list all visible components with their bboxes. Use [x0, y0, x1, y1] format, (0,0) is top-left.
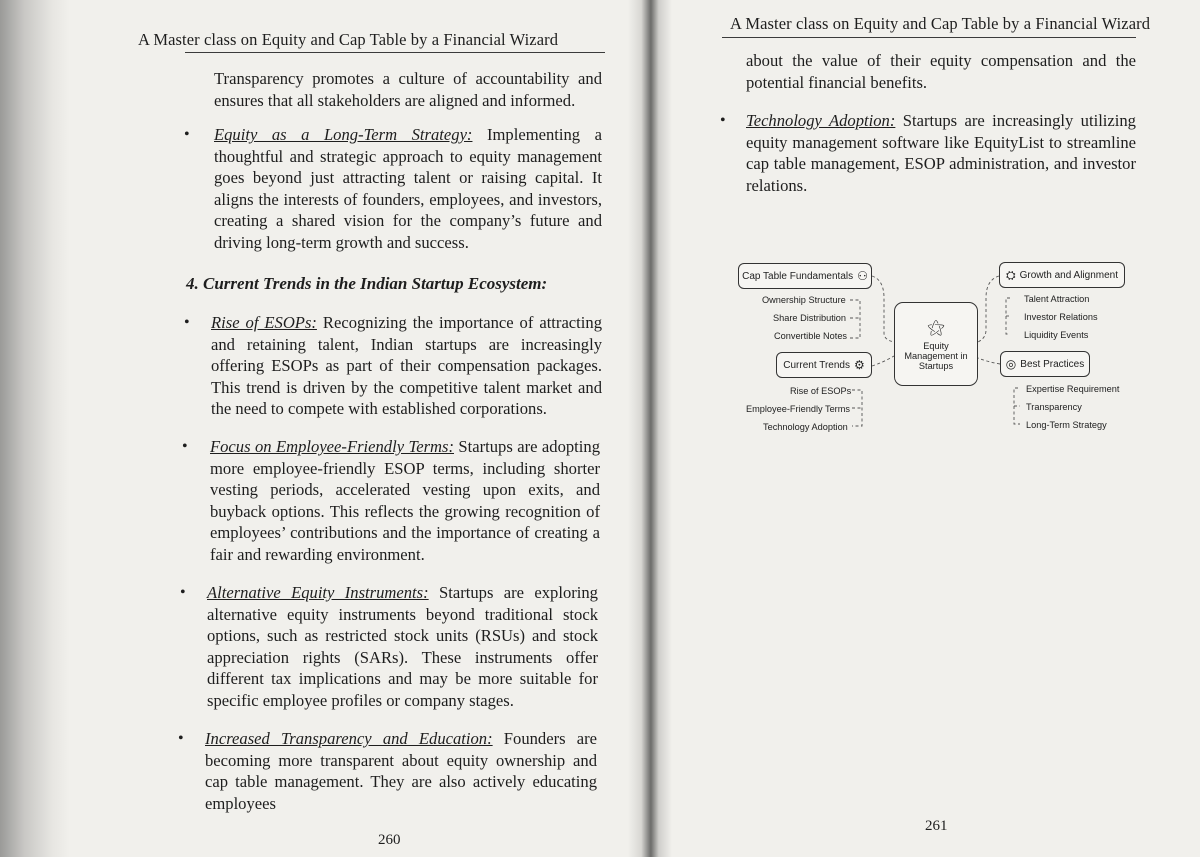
intro-paragraph	[214, 68, 602, 111]
connector-cap-to-center	[872, 276, 894, 342]
trend-icon: ⚙	[853, 358, 865, 372]
cap-table-fundamentals-box	[738, 263, 872, 289]
bullet-long-term-strategy	[214, 124, 602, 254]
growth-alignment-box	[999, 262, 1125, 288]
bullet-dot: •	[184, 126, 190, 143]
cap-item-ownership: Ownership Structure	[762, 295, 846, 305]
connector-trends-to-center	[872, 356, 894, 366]
right-page-number: 261	[925, 818, 948, 834]
best-practices-title: Best Practices	[1020, 358, 1085, 370]
center-node	[894, 302, 978, 386]
bullet-term: Increased Transparency and Education:	[205, 729, 493, 748]
bullet-dot: •	[720, 112, 726, 129]
bullet-text: Implementing a thoughtful and strategic approach to equity management goes beyond just attracting talent or raising capital. It aligns the interests of founders, employees, and investors, creating a shared vision for the company’s future and driving long-term growth and success.	[214, 125, 602, 252]
right-header-rule	[722, 37, 1136, 38]
book-gutter	[628, 0, 672, 857]
continued-paragraph	[746, 50, 1136, 93]
growth-item-liquidity: Liquidity Events	[1024, 330, 1089, 340]
trend-item-employee: Employee-Friendly Terms	[746, 404, 850, 414]
target-icon: ◎	[1005, 357, 1017, 371]
cap-table-title: Cap Table Fundamentals	[742, 270, 854, 282]
growth-item-talent: Talent Attraction	[1024, 294, 1090, 304]
bullet-transparency-education	[205, 728, 597, 814]
bullet-alternative-equity	[207, 582, 598, 712]
bullet-rise-of-esops	[211, 312, 602, 420]
best-item-transparency: Transparency	[1026, 402, 1082, 412]
page-edge-shadow	[0, 0, 70, 857]
trend-item-technology: Technology Adoption	[763, 422, 848, 432]
bullet-dot: •	[180, 584, 186, 601]
connector-best-to-center	[978, 358, 1000, 364]
people-icon: ⚇	[857, 269, 868, 283]
equity-icon: ⚝	[927, 317, 945, 337]
best-item-expertise: Expertise Requirement	[1026, 384, 1120, 394]
connector-cap-items	[848, 300, 860, 338]
bullet-term: Rise of ESOPs:	[211, 313, 317, 332]
best-practices-box	[1000, 351, 1090, 377]
growth-item-investor: Investor Relations	[1024, 312, 1098, 322]
bullet-text: Startups are adopting more employee-friendly ESOP terms, including shorter vesting periods, accelerated vesting upon exits, and buyback options. This reflects the growing recognition of employees’ contributions and the importance of creating a fair and rewarding environment.	[210, 437, 600, 564]
bullet-dot: •	[182, 438, 188, 455]
bullet-term: Technology Adoption:	[746, 111, 896, 130]
bullet-dot: •	[178, 730, 184, 747]
bullet-term: Alternative Equity Instruments:	[207, 583, 429, 602]
growth-title: Growth and Alignment	[1019, 269, 1118, 281]
cap-item-share: Share Distribution	[773, 313, 847, 323]
current-trends-box	[776, 352, 872, 378]
left-page-number: 260	[378, 832, 401, 848]
connector-growth-to-center	[978, 276, 999, 342]
bullet-term: Focus on Employee-Friendly Terms:	[210, 437, 454, 456]
continued-text: about the value of their equity compensation and the potential financial benefits.	[746, 51, 1136, 92]
growth-icon: ⛭	[1006, 267, 1016, 282]
trend-item-esops: Rise of ESOPs	[790, 386, 852, 396]
bullet-text: Recognizing the importance of attracting and retaining talent, Indian startups are increasingly offering ESOPs as part of their compensation packages. This trend is driven by the competitive talent market and the need to compete with established corporations.	[211, 313, 602, 419]
best-item-long-term: Long-Term Strategy	[1026, 420, 1107, 430]
bullet-technology-adoption	[746, 110, 1136, 196]
right-running-head: A Master class on Equity and Cap Table by a Financial Wizard	[730, 14, 1151, 33]
current-trends-title: Current Trends	[783, 359, 850, 371]
intro-text: Transparency promotes a culture of accountability and ensures that all stakeholders are aligned and informed.	[214, 69, 602, 110]
section-heading: 4. Current Trends in the Indian Startup Ecosystem:	[186, 274, 548, 293]
center-title: Equity Management in Startups	[904, 341, 968, 371]
bullet-text: Startups are exploring alternative equity instruments beyond traditional stock options, such as restricted stock units (RSUs) and stock appreciation rights (SARs). These instruments offer different tax implications and may be more suitable for specific employee profiles or company stages.	[207, 583, 598, 710]
left-running-head: A Master class on Equity and Cap Table by a Financial Wizard	[138, 30, 559, 49]
bullet-text: Startups are increasingly utilizing equity management software like EquityList to streamline cap table management, ESOP administration, and investor relations.	[746, 111, 1136, 195]
bullet-term: Equity as a Long-Term Strategy:	[214, 125, 473, 144]
mind-map-diagram	[734, 258, 1126, 438]
bullet-text: Founders are becoming more transparent about equity ownership and cap table management. They are also actively educating employees	[205, 729, 597, 813]
left-header-rule	[185, 52, 605, 53]
bullet-dot: •	[184, 314, 190, 331]
bullet-employee-friendly-terms	[210, 436, 600, 566]
cap-item-convertible: Convertible Notes	[774, 331, 848, 341]
